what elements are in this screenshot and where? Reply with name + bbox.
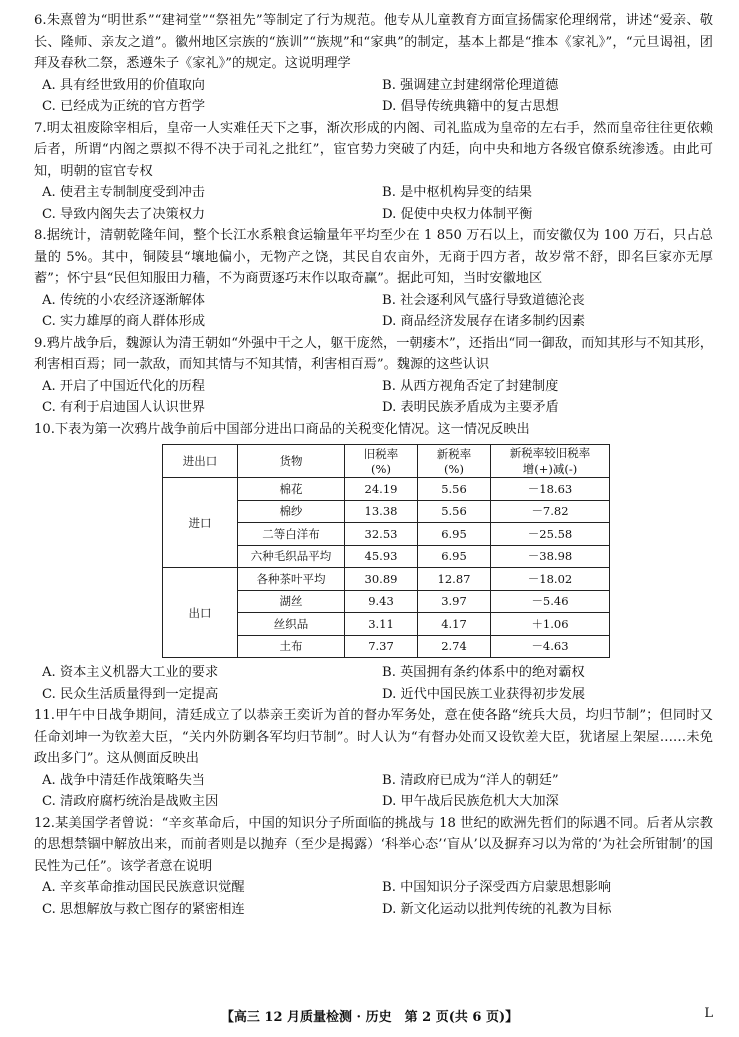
- option-c[interactable]: C. 导致内阁失去了决策权力: [42, 206, 206, 222]
- cell-change: －25.58: [491, 523, 610, 546]
- option-list: [34, 290, 713, 333]
- option-c[interactable]: C. 有利于启迪国人认识世界: [42, 400, 206, 415]
- question-9: [34, 333, 713, 419]
- question-11: [34, 705, 713, 813]
- cell-goods: 丝织品: [238, 613, 345, 636]
- header-new-rate-unit: (%): [444, 462, 464, 476]
- option-list: [34, 877, 713, 920]
- cell-new-rate: 4.17: [418, 613, 491, 636]
- option-b[interactable]: B. 从西方视角否定了封建制度: [382, 378, 559, 394]
- option-a[interactable]: A. 开启了中国近代化的历程: [42, 378, 205, 394]
- option-a[interactable]: A. 辛亥革命推动国民民族意识觉醒: [42, 880, 245, 895]
- cell-new-rate: 5.56: [418, 478, 491, 501]
- question-stem: 7.明太祖废除宰相后，皇帝一人实难任天下之事，渐次形成的内阁、司礼监成为皇帝的左右手，然而皇帝往往更依赖后者，所谓“内阁之票拟不得不决于司礼之批红”，宦官势力突破了内廷，向中央和地方各级官僚系统渗透。由此可知，明朝的宦官专权: [34, 120, 713, 179]
- cell-change: －18.02: [491, 568, 610, 591]
- page-footer: [0, 1006, 739, 1025]
- header-new-rate-title: 新税率: [436, 447, 472, 461]
- option-b[interactable]: B. 是中枢机构异变的结果: [382, 185, 532, 200]
- option-list: [34, 75, 713, 118]
- question-10: [34, 419, 713, 706]
- option-d[interactable]: D. 表明民族矛盾成为主要矛盾: [382, 400, 559, 415]
- cell-new-rate: 6.95: [418, 545, 491, 568]
- option-d[interactable]: D. 新文化运动以批判传统的礼教为目标: [382, 901, 612, 917]
- cell-old-rate: 3.11: [345, 613, 418, 636]
- option-b[interactable]: B. 英国拥有条约体系中的绝对霸权: [382, 665, 585, 680]
- cell-old-rate: 32.53: [345, 523, 418, 546]
- header-change-sign: 增(+)减(-): [522, 462, 578, 476]
- table-row: [163, 478, 610, 501]
- option-d[interactable]: D. 倡导传统典籍中的复古思想: [382, 99, 559, 114]
- cell-new-rate: 6.95: [418, 523, 491, 546]
- option-b[interactable]: B. 社会逐利风气盛行导致道德沦丧: [382, 292, 585, 308]
- cell-change: －18.63: [491, 478, 610, 501]
- option-a[interactable]: A. 具有经世致用的价值取向: [42, 77, 205, 93]
- question-7: [34, 118, 713, 226]
- cell-old-rate: 45.93: [345, 545, 418, 568]
- header-new-rate: [418, 445, 491, 478]
- option-a[interactable]: A. 资本主义机器大工业的要求: [42, 665, 219, 680]
- question-8: [34, 225, 713, 333]
- option-a[interactable]: A. 战争中清廷作战策略失当: [42, 772, 205, 788]
- cell-change: －38.98: [491, 545, 610, 568]
- import-label: 进口: [163, 478, 238, 568]
- option-b[interactable]: B. 强调建立封建纲常伦理道德: [382, 77, 559, 93]
- option-b[interactable]: B. 清政府已成为“洋人的朝廷”: [382, 772, 559, 788]
- cell-goods: 棉花: [238, 478, 345, 501]
- cell-goods: 棉纱: [238, 500, 345, 523]
- option-list: [34, 376, 713, 419]
- question-stem: 12.某美国学者曾说：“辛亥革命后，中国的知识分子所面临的挑战与 18 世纪的欧洲先哲们的际遇不同。后者从宗教的思想禁锢中解放出来，而前者则是以抛弃（至少是揭露）‘科举心态’‘盲从’以及摒弃习以为常的‘为社会所钳制’的国民性为己任”。该学者意在说明: [34, 815, 713, 874]
- cell-new-rate: 3.97: [418, 590, 491, 613]
- cell-goods: 二等白洋布: [238, 523, 345, 546]
- cell-change: －7.82: [491, 500, 610, 523]
- tariff-table: [162, 444, 610, 658]
- option-a[interactable]: A. 传统的小农经济逐渐解体: [42, 292, 205, 308]
- option-list: [34, 662, 713, 705]
- option-c[interactable]: C. 思想解放与救亡图存的紧密相连: [42, 901, 245, 917]
- question-stem: 8.据统计，清朝乾隆年间，整个长江水系粮食运输量年平均至少在 1 850 万石以上，而安徽仅为 100 万石，只占总量的 5%。其中，铜陵县“壤地偏小，无物产之饶，其民自农亩外，无商于四方者，故岁常不舒，即名巨家亦无厚蓄”；怀宁县“民但知服田力穑，不为商贾逐巧末作以取奇赢”。据此可知，当时安徽地区: [34, 228, 713, 286]
- option-c[interactable]: C. 实力雄厚的商人群体形成: [42, 314, 206, 329]
- cell-old-rate: 24.19: [345, 478, 418, 501]
- header-old-rate-unit: (%): [371, 462, 391, 476]
- cell-goods: 各种茶叶平均: [238, 568, 345, 591]
- header-old-rate-title: 旧税率: [363, 447, 399, 461]
- cell-old-rate: 7.37: [345, 635, 418, 658]
- cell-goods: 土布: [238, 635, 345, 658]
- table-row: [163, 568, 610, 591]
- option-b[interactable]: B. 中国知识分子深受西方启蒙思想影响: [382, 880, 612, 895]
- option-list: [34, 770, 713, 813]
- cell-old-rate: 9.43: [345, 590, 418, 613]
- header-change: [491, 445, 610, 478]
- cell-change: －4.63: [491, 635, 610, 658]
- header-old-rate: [345, 445, 418, 478]
- option-d[interactable]: D. 近代中国民族工业获得初步发展: [382, 686, 586, 702]
- header-change-title: 新税率较旧税率: [509, 446, 591, 460]
- cell-new-rate: 2.74: [418, 635, 491, 658]
- option-c[interactable]: C. 民众生活质量得到一定提高: [42, 686, 219, 702]
- header-goods: 货物: [238, 445, 345, 478]
- question-stem: 9.鸦片战争后，魏源认为清王朝如“外强中干之人，躯干庞然，一朝痿木”，还指出“同一御敌，而知其形与不知其形，利害相百焉；同一款敌，而知其情与不知其情，利害相百焉”。魏源的这些认识: [34, 335, 713, 372]
- option-d[interactable]: D. 促使中央权力体制平衡: [382, 206, 533, 222]
- header-direction: 进出口: [163, 445, 238, 478]
- cell-old-rate: 13.38: [345, 500, 418, 523]
- option-c[interactable]: C. 清政府腐朽统治是战败主因: [42, 794, 219, 809]
- question-stem: 10.下表为第一次鸦片战争前后中国部分进出口商品的关税变化情况。这一情况反映出: [34, 421, 530, 437]
- question-stem: 11.甲午中日战争期间，清廷成立了以恭亲王奕䜣为首的督办军务处，意在使各路“统兵大员，均归节制”；但同时又任命刘坤一为钦差大臣，“关内外防剿各军均归节制”。时人认为“有督办处而又设钦差大臣，犹诸屋上架屋……未免政出多门”。这从侧面反映出: [34, 708, 713, 766]
- option-list: [34, 182, 713, 225]
- cell-new-rate: 5.56: [418, 500, 491, 523]
- option-c[interactable]: C. 已经成为正统的官方哲学: [42, 99, 206, 114]
- footer-text: 【高三 12 月质量检测 · 历史 第 2 页(共 6 页)】: [220, 1010, 519, 1025]
- cell-new-rate: 12.87: [418, 568, 491, 591]
- cell-old-rate: 30.89: [345, 568, 418, 591]
- footer-corner-mark: L: [704, 1006, 713, 1021]
- question-6: [34, 10, 713, 118]
- table-header-row: [163, 445, 610, 478]
- question-12: [34, 813, 713, 921]
- cell-goods: 湖丝: [238, 590, 345, 613]
- question-stem: 6.朱熹曾为“明世系”“建祠堂”“祭祖先”等制定了行为规范。他专从儿童教育方面宣扬儒家伦理纲常，讲述“爱亲、敬长、隆师、亲友之道”。徽州地区宗族的“族训”“族规”和“家典”的制定，基本上都是“推本《家礼》”，“元旦谒祖，团拜及春秋二祭，悉遵朱子《家礼》”的规定。这说明理学: [34, 13, 713, 71]
- cell-change: －5.46: [491, 590, 610, 613]
- cell-change: ＋1.06: [491, 613, 610, 636]
- option-d[interactable]: D. 商品经济发展存在诸多制约因素: [382, 314, 586, 329]
- option-a[interactable]: A. 使君主专制制度受到冲击: [42, 185, 205, 200]
- option-d[interactable]: D. 甲午战后民族危机大大加深: [382, 794, 559, 809]
- export-label: 出口: [163, 568, 238, 658]
- cell-goods: 六种毛织品平均: [238, 545, 345, 568]
